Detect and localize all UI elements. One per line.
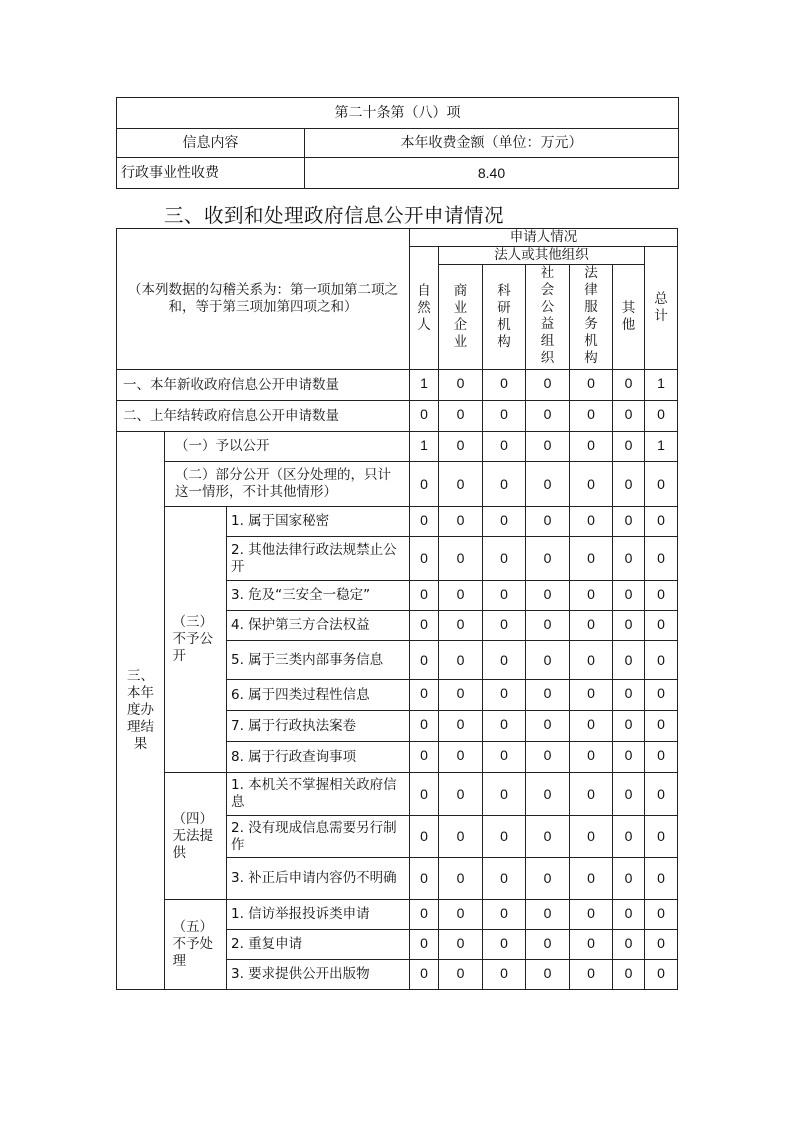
cell: 0 bbox=[526, 900, 570, 930]
row-carryover-label: 二、上年结转政府信息公开申请数量 bbox=[117, 401, 410, 432]
cell: 0 bbox=[439, 773, 483, 816]
cell: 0 bbox=[645, 641, 678, 680]
cell: 0 bbox=[570, 370, 613, 401]
col-total bbox=[645, 247, 678, 370]
g3-row-label: 6. 属于四类过程性信息 bbox=[227, 680, 410, 711]
col-total-label: 总计 bbox=[654, 291, 668, 324]
cell: 0 bbox=[410, 900, 439, 930]
col-research-label: 科研机构 bbox=[497, 283, 511, 350]
table-row bbox=[117, 507, 678, 537]
cell: 0 bbox=[439, 611, 483, 641]
cell: 0 bbox=[526, 773, 570, 816]
cell: 0 bbox=[410, 680, 439, 711]
row-partial-label: （二）部分公开（区分处理的，只计这一情形，不计其他情形） bbox=[165, 462, 410, 507]
cell: 0 bbox=[483, 711, 526, 742]
g4-row-label: 3. 补正后申请内容仍不明确 bbox=[227, 858, 410, 900]
cell: 0 bbox=[613, 742, 645, 773]
cell: 0 bbox=[439, 711, 483, 742]
cell: 0 bbox=[410, 401, 439, 432]
cell: 0 bbox=[570, 773, 613, 816]
cell: 1 bbox=[645, 432, 678, 462]
cell: 0 bbox=[613, 370, 645, 401]
cell: 0 bbox=[483, 581, 526, 611]
cell: 0 bbox=[410, 930, 439, 960]
cell: 0 bbox=[483, 370, 526, 401]
cell: 0 bbox=[613, 507, 645, 537]
cell: 0 bbox=[526, 401, 570, 432]
cell: 0 bbox=[526, 432, 570, 462]
g4-row-label: 2. 没有现成信息需要另行制作 bbox=[227, 816, 410, 858]
cell: 0 bbox=[483, 960, 526, 990]
cell: 0 bbox=[645, 930, 678, 960]
cell: 0 bbox=[439, 816, 483, 858]
cell: 0 bbox=[439, 900, 483, 930]
cell: 0 bbox=[410, 641, 439, 680]
cell: 0 bbox=[439, 401, 483, 432]
cell: 0 bbox=[526, 711, 570, 742]
cell: 0 bbox=[483, 401, 526, 432]
col-research bbox=[483, 265, 526, 370]
cell: 0 bbox=[645, 507, 678, 537]
cell: 0 bbox=[613, 773, 645, 816]
cell: 0 bbox=[410, 611, 439, 641]
cell: 0 bbox=[483, 773, 526, 816]
cell: 1 bbox=[645, 370, 678, 401]
cell: 0 bbox=[410, 711, 439, 742]
group5-label bbox=[165, 900, 227, 990]
col-natural-person bbox=[410, 247, 439, 370]
cell: 0 bbox=[483, 462, 526, 507]
cell: 0 bbox=[645, 462, 678, 507]
col-public-welfare bbox=[526, 265, 570, 370]
cell: 0 bbox=[439, 858, 483, 900]
g5-row-label: 3. 要求提供公开出版物 bbox=[227, 960, 410, 990]
cell: 0 bbox=[483, 641, 526, 680]
cell: 0 bbox=[570, 930, 613, 960]
cell: 0 bbox=[526, 537, 570, 581]
cell: 0 bbox=[526, 611, 570, 641]
cell: 0 bbox=[526, 641, 570, 680]
cell: 0 bbox=[526, 930, 570, 960]
col-legal-service bbox=[570, 265, 613, 370]
col-legal-service-label: 法律服务机构 bbox=[584, 265, 598, 366]
g5-row-label: 1. 信访举报投诉类申请 bbox=[227, 900, 410, 930]
section3-label bbox=[117, 432, 165, 990]
cell: 0 bbox=[613, 900, 645, 930]
cell: 0 bbox=[645, 960, 678, 990]
g3-row-label: 8. 属于行政查询事项 bbox=[227, 742, 410, 773]
row-new-label: 一、本年新收政府信息公开申请数量 bbox=[117, 370, 410, 401]
cell: 0 bbox=[613, 432, 645, 462]
cell: 0 bbox=[483, 742, 526, 773]
cell: 0 bbox=[410, 816, 439, 858]
cell: 0 bbox=[483, 858, 526, 900]
cell: 0 bbox=[570, 742, 613, 773]
fee-table bbox=[116, 97, 679, 189]
cell: 0 bbox=[613, 462, 645, 507]
col-public-welfare-label: 社会公益组织 bbox=[540, 265, 555, 366]
cell: 0 bbox=[410, 858, 439, 900]
cell: 1 bbox=[410, 432, 439, 462]
cell: 0 bbox=[613, 858, 645, 900]
cell: 0 bbox=[613, 680, 645, 711]
col-other bbox=[613, 265, 645, 370]
group3-label-text: （三）不予公开 bbox=[172, 614, 213, 664]
application-table bbox=[116, 228, 678, 990]
cell: 0 bbox=[645, 858, 678, 900]
cell: 0 bbox=[439, 581, 483, 611]
cell: 0 bbox=[570, 711, 613, 742]
cell: 0 bbox=[570, 816, 613, 858]
cell: 0 bbox=[570, 641, 613, 680]
table-row bbox=[117, 432, 678, 462]
cell: 0 bbox=[613, 711, 645, 742]
cell: 0 bbox=[439, 432, 483, 462]
g3-row-label: 2. 其他法律行政法规禁止公开 bbox=[227, 537, 410, 581]
cell: 0 bbox=[439, 537, 483, 581]
cell: 0 bbox=[645, 680, 678, 711]
col-business bbox=[439, 265, 483, 370]
cell: 0 bbox=[613, 611, 645, 641]
table-row bbox=[117, 401, 678, 432]
cell: 0 bbox=[439, 960, 483, 990]
col-other-label: 其他 bbox=[621, 300, 636, 333]
cell: 0 bbox=[570, 858, 613, 900]
cell: 0 bbox=[645, 581, 678, 611]
cell: 0 bbox=[526, 370, 570, 401]
note-cell: （本列数据的勾稽关系为：第一项加第二项之和，等于第三项加第四项之和） bbox=[117, 229, 410, 370]
cell: 0 bbox=[645, 773, 678, 816]
cell: 0 bbox=[439, 370, 483, 401]
cell: 0 bbox=[570, 432, 613, 462]
table-row bbox=[117, 773, 678, 816]
fee-row-label: 行政事业性收费 bbox=[117, 158, 305, 189]
cell: 0 bbox=[410, 507, 439, 537]
cell: 0 bbox=[570, 507, 613, 537]
cell: 0 bbox=[613, 960, 645, 990]
cell: 0 bbox=[410, 581, 439, 611]
cell: 0 bbox=[410, 773, 439, 816]
section-heading: 三、收到和处理政府信息公开申请情况 bbox=[164, 204, 505, 227]
group3-label bbox=[165, 507, 227, 773]
group4-label-text: （四）无法提供 bbox=[172, 810, 213, 861]
cell: 0 bbox=[526, 816, 570, 858]
cell: 0 bbox=[613, 581, 645, 611]
cell: 0 bbox=[526, 581, 570, 611]
group5-label-text: （五）不予处理 bbox=[172, 919, 213, 969]
cell: 0 bbox=[483, 507, 526, 537]
table-row bbox=[117, 370, 678, 401]
cell: 0 bbox=[645, 900, 678, 930]
fee-row-value: 8.40 bbox=[305, 158, 679, 189]
fee-table-header: 第二十条第（八）项 bbox=[117, 98, 679, 129]
table-row bbox=[117, 462, 678, 507]
cell: 0 bbox=[410, 537, 439, 581]
g3-row-label: 4. 保护第三方合法权益 bbox=[227, 611, 410, 641]
cell: 0 bbox=[483, 680, 526, 711]
cell: 0 bbox=[439, 462, 483, 507]
cell: 0 bbox=[613, 816, 645, 858]
cell: 0 bbox=[526, 742, 570, 773]
cell: 0 bbox=[439, 680, 483, 711]
cell: 0 bbox=[410, 742, 439, 773]
cell: 0 bbox=[483, 816, 526, 858]
cell: 0 bbox=[613, 537, 645, 581]
cell: 0 bbox=[410, 960, 439, 990]
applicant-header: 申请人情况 bbox=[410, 229, 678, 247]
cell: 0 bbox=[526, 507, 570, 537]
fee-col-amount-header: 本年收费金额（单位：万元） bbox=[305, 129, 679, 158]
cell: 0 bbox=[645, 611, 678, 641]
cell: 0 bbox=[570, 537, 613, 581]
cell: 0 bbox=[439, 641, 483, 680]
col-business-label: 商业企业 bbox=[453, 283, 468, 350]
cell: 0 bbox=[410, 462, 439, 507]
cell: 0 bbox=[526, 680, 570, 711]
cell: 0 bbox=[439, 742, 483, 773]
group4-label bbox=[165, 773, 227, 900]
cell: 0 bbox=[645, 401, 678, 432]
cell: 0 bbox=[570, 581, 613, 611]
row-open-label: （一）予以公开 bbox=[165, 432, 410, 462]
cell: 0 bbox=[483, 930, 526, 960]
cell: 0 bbox=[439, 507, 483, 537]
cell: 0 bbox=[526, 858, 570, 900]
g5-row-label: 2. 重复申请 bbox=[227, 930, 410, 960]
cell: 0 bbox=[570, 900, 613, 930]
cell: 1 bbox=[410, 370, 439, 401]
cell: 0 bbox=[613, 930, 645, 960]
cell: 0 bbox=[613, 401, 645, 432]
g3-row-label: 5. 属于三类内部事务信息 bbox=[227, 641, 410, 680]
cell: 0 bbox=[645, 816, 678, 858]
g3-row-label: 3. 危及“三安全一稳定” bbox=[227, 581, 410, 611]
cell: 0 bbox=[526, 960, 570, 990]
g3-row-label: 7. 属于行政执法案卷 bbox=[227, 711, 410, 742]
cell: 0 bbox=[483, 611, 526, 641]
cell: 0 bbox=[645, 711, 678, 742]
cell: 0 bbox=[570, 462, 613, 507]
cell: 0 bbox=[570, 960, 613, 990]
legal-header: 法人或其他组织 bbox=[439, 247, 645, 265]
cell: 0 bbox=[526, 462, 570, 507]
cell: 0 bbox=[613, 641, 645, 680]
cell: 0 bbox=[570, 611, 613, 641]
cell: 0 bbox=[439, 930, 483, 960]
cell: 0 bbox=[483, 432, 526, 462]
cell: 0 bbox=[570, 680, 613, 711]
cell: 0 bbox=[645, 537, 678, 581]
table-row bbox=[117, 900, 678, 930]
g4-row-label: 1. 本机关不掌握相关政府信息 bbox=[227, 773, 410, 816]
g3-row-label: 1. 属于国家秘密 bbox=[227, 507, 410, 537]
section3-label-text: 三、本年度办理结果 bbox=[127, 668, 154, 752]
col-natural-person-label: 自然人 bbox=[417, 282, 431, 333]
cell: 0 bbox=[483, 537, 526, 581]
cell: 0 bbox=[570, 401, 613, 432]
cell: 0 bbox=[483, 900, 526, 930]
cell: 0 bbox=[645, 742, 678, 773]
fee-col-info-header: 信息内容 bbox=[117, 129, 305, 158]
